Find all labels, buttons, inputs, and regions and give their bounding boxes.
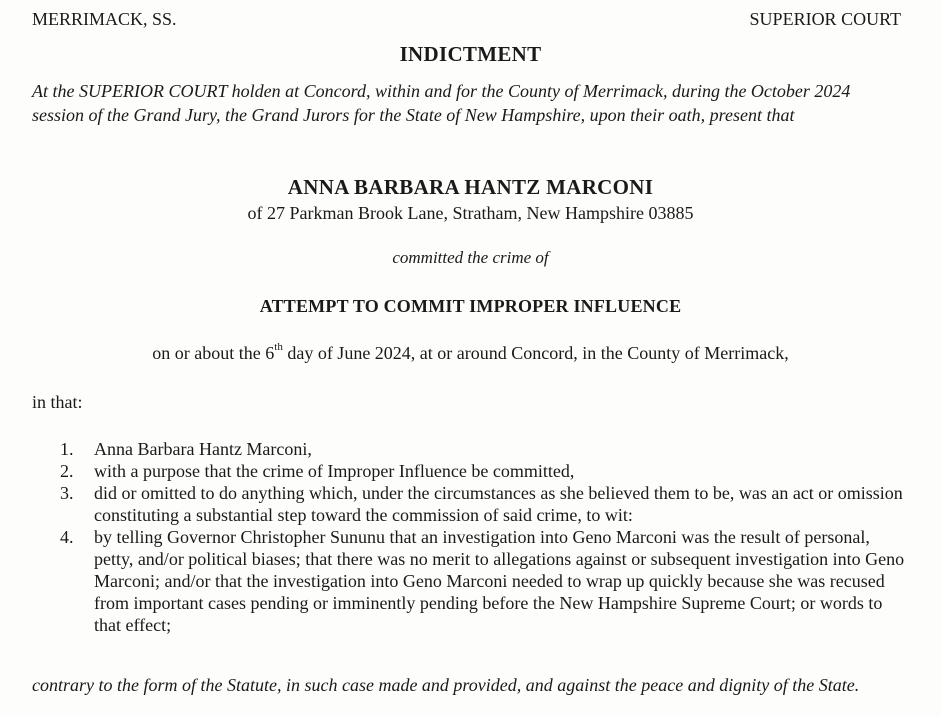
- crime-title: ATTEMPT TO COMMIT IMPROPER INFLUENCE: [259, 296, 682, 316]
- elements-list: [60, 438, 910, 636]
- list-item-number: 1.: [60, 439, 74, 459]
- date-location-line: [0, 343, 941, 364]
- list-item-text: with a purpose that the crime of Improper Influence be committed,: [94, 461, 575, 481]
- intro-paragraph: At the SUPERIOR COURT holden at Concord, within and for the County of Merrimack, during the October 2024 session of the Grand Jury, the Grand Jurors for the State of New Hampshire, upon their oath, present that: [32, 81, 851, 125]
- list-item: [60, 460, 910, 482]
- closing-paragraph: contrary to the form of the Statute, in such case made and provided, and against the peace and dignity of the State.: [32, 675, 860, 695]
- list-item-number: 2.: [60, 461, 74, 481]
- date-rest: day of June 2024, at or around Concord, in the County of Merrimack,: [282, 343, 789, 363]
- list-item-text: Anna Barbara Hantz Marconi,: [94, 439, 312, 459]
- date-ordinal-suffix: th: [274, 341, 283, 353]
- committed-text: committed the crime of: [392, 248, 549, 267]
- list-item-text: by telling Governor Christopher Sununu that an investigation into Geno Marconi was the result of personal, petty, and/or political biases; that there was no merit to allegations against or subsequent investigation into Geno Marconi; and/or that the investigation into Geno Marconi needed to wrap up quickly because she was recused from important cases pending or imminently pending before the New Hampshire Supreme Court; or words to that effect;: [94, 527, 905, 635]
- defendant-address: of 27 Parkman Brook Lane, Stratham, New Hampshire 03885: [247, 203, 694, 223]
- court-header: SUPERIOR COURT: [749, 9, 901, 29]
- date-prefix: on or about the 6: [152, 343, 275, 363]
- defendant-name: ANNA BARBARA HANTZ MARCONI: [287, 175, 654, 199]
- list-item: [60, 482, 910, 526]
- document-title: INDICTMENT: [399, 42, 542, 66]
- list-item: [60, 526, 910, 636]
- list-item-text: did or omitted to do anything which, under the circumstances as she believed them to be, was an act or omission constituting a substantial step toward the commission of said crime, to wit:: [94, 483, 903, 525]
- in-that-label: in that:: [32, 392, 83, 412]
- list-item: [60, 438, 910, 460]
- list-item-number: 4.: [60, 527, 74, 547]
- list-item-number: 3.: [60, 483, 74, 503]
- venue-header: MERRIMACK, SS.: [32, 9, 177, 29]
